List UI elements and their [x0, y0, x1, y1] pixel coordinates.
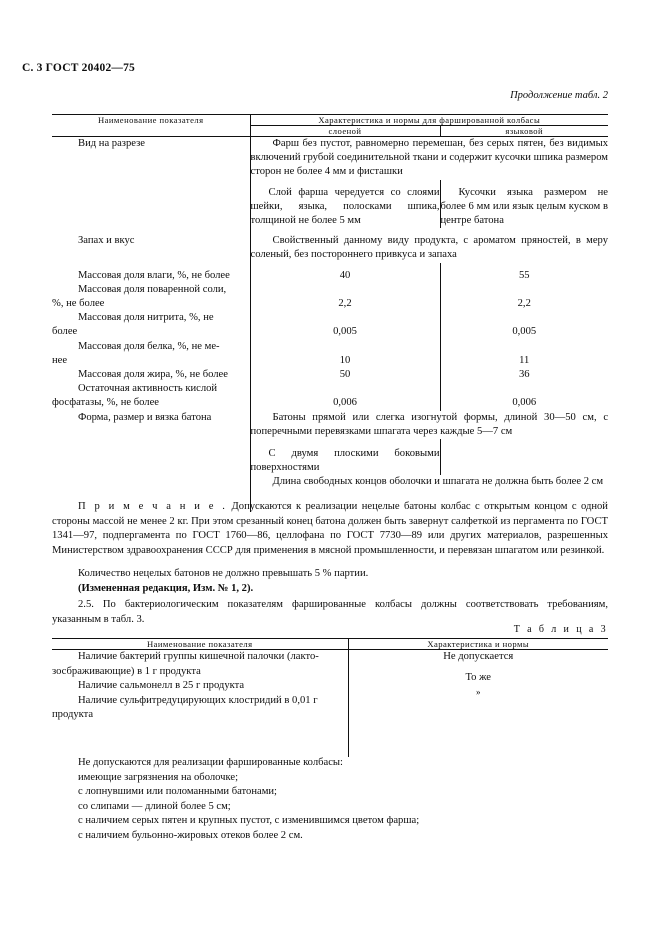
- table-row: [52, 228, 608, 262]
- table-2-header-sub-yazykovoy: языковой: [440, 126, 608, 137]
- table-2-header-group: Характеристика и нормы для фаршированной колбасы: [250, 115, 608, 126]
- quantity-block: [52, 567, 608, 596]
- table-2-row4-value2: 2,2: [440, 283, 608, 311]
- table-2-row7-value1: 50: [250, 368, 440, 382]
- table-row: [52, 340, 608, 368]
- table-row: [52, 283, 608, 311]
- table-2-row6-value1: 10: [250, 340, 440, 368]
- table-2-row8-value2: 0,006: [440, 382, 608, 410]
- table-2-row2-label: Запах и вкус: [78, 235, 135, 247]
- table-2-row5-label: Массовая доля нитрита, %, не более: [52, 312, 214, 338]
- table-2-row1-sub2: Кусочки языка размером не более 6 мм или язык целым куском в центре батона: [440, 180, 608, 229]
- table-2-row9-label: Форма, размер и вязка батона: [78, 411, 212, 423]
- table-2-row1-sub1: Слой фарша чередуется со слоями шейки, языка, полосками шпика, толщиной не более 5 мм: [250, 180, 440, 229]
- table-2-header-col1: Наименование показателя: [52, 115, 250, 137]
- table3-caption: Т а б л и ц а 3: [513, 624, 608, 635]
- table-2-row6-value2: 11: [440, 340, 608, 368]
- table-2-row3-value2: 55: [440, 263, 608, 283]
- table-3-header-col2: Характеристика и нормы: [348, 639, 608, 650]
- list-item: с наличием серых пятен и крупных пустот, с изменившимся цветом фарша;: [78, 815, 420, 827]
- table-2-row6-label: Массовая доля белка, %, не ме- нее: [52, 340, 220, 366]
- table-2-header-row-1: [52, 115, 608, 126]
- table-2-row9-span2: Длина свободных концов оболочки и шпагата не должна быть более 2 см: [250, 475, 608, 511]
- table-2-row9-span: Батоны прямой или слегка изогнутой формы, длиной 30—50 см, с поперечными перевязками шпагата через каждые 5—7 см: [250, 411, 608, 439]
- table-2-row5-value2: 0,005: [440, 311, 608, 339]
- table-2-row7-label: Массовая доля жира, %, не более: [78, 369, 228, 381]
- table-3-values: Не допускается То же »: [348, 650, 608, 757]
- note-block: [52, 500, 608, 558]
- table-3-header-col1: Наименование показателя: [52, 639, 348, 650]
- table-2-row2-span: Свойственный данному виду продукта, с ароматом пряностей, в меру соленый, без постороннего привкуса и запаха: [250, 228, 608, 262]
- table-row: [52, 263, 608, 283]
- note-paragraph: [52, 500, 608, 558]
- table-row: [52, 137, 608, 180]
- quantity-text: Количество нецелых батонов не должно превышать 5 % партии.: [78, 568, 369, 579]
- table-3-labels: Наличие бактерий группы кишечной палочки (лакто- зосбраживающие) в 1 г продукта Наличие сальмонелл в 25 г продукта Наличие сульфитредуцирующих клостридий в 0,01 г продукта: [52, 651, 319, 721]
- list-item: имеющие загрязнения на оболочке;: [78, 771, 239, 783]
- table-2-row9-sub2: [440, 439, 608, 475]
- table-2-row9-sub1: С двумя плоскими боковыми поверхностями: [250, 439, 440, 475]
- list-item: со слипами — длиной более 5 см;: [78, 800, 231, 812]
- table-2-row1-label: Вид на разрезе: [78, 138, 145, 149]
- table-2-row3-label: Массовая доля влаги, %, не более: [78, 269, 230, 281]
- table-row: [52, 311, 608, 339]
- table-2-row5-value1: 0,005: [250, 311, 440, 339]
- table-row: [52, 650, 608, 757]
- table-row: [52, 411, 608, 439]
- list-item: с наличием бульонно-жировых отеков более 2 см.: [78, 829, 303, 841]
- table-2-row8-value1: 0,006: [250, 382, 440, 410]
- clause-2-5-text: 2.5. По бактериологическим показателям фаршированные колбасы должны соответствовать требованиям, указанным в табл. 3.: [52, 599, 608, 625]
- list-item: с лопнувшими или поломанными батонами;: [78, 786, 278, 798]
- table-2-row4-value1: 2,2: [250, 283, 440, 311]
- running-head: С. 3 ГОСТ 20402—75: [22, 62, 135, 74]
- table-3: [52, 638, 608, 757]
- table-row: [52, 382, 608, 410]
- table-2-row7-value2: 36: [440, 368, 608, 382]
- table-2-row3-value1: 40: [250, 263, 440, 283]
- note-text: Допускаются к реализации нецелые батоны колбас с открытым концом с одной стороны массой не менее 2 кг. При этом срезанный конец батона должен быть завернут салфеткой из пергамента по ГОСТ 1341—97, подпергамента по ГОСТ 1760—86, целлофана по ГОСТ 7730—89 или других материалов, разрешенных Министерством здравоохранения СССР для применения в мясной промышленности, и перевязан шпагатом или резинкой.: [52, 501, 608, 556]
- table-2-header-sub-sloenoy: слоеной: [250, 126, 440, 137]
- final-list-block: [52, 756, 608, 844]
- note-label: П р и м е ч а н и е .: [78, 501, 228, 512]
- revision-note: (Измененная редакция, Изм. № 1, 2).: [78, 582, 254, 594]
- clause-2-5: [52, 598, 608, 627]
- table-2-row1-span: Фарш без пустот, равномерно перемешан, без серых пятен, без видимых включений грубой соединительной ткани и содержит кусочки шпика размером сторон не более 4 мм и фисташки: [250, 137, 608, 180]
- table2-caption: Продолжение табл. 2: [510, 90, 608, 101]
- table-2: [52, 114, 608, 512]
- table-2-row4-label: Массовая доля поваренной соли, %, не более: [52, 283, 227, 310]
- final-list-lead: Не допускаются для реализации фаршированные колбасы:: [78, 757, 343, 768]
- table-row: [52, 368, 608, 382]
- table-2-row8-label: Остаточная активность кислой фосфатазы, %, не более: [52, 383, 218, 409]
- table-3-header-row: [52, 639, 608, 650]
